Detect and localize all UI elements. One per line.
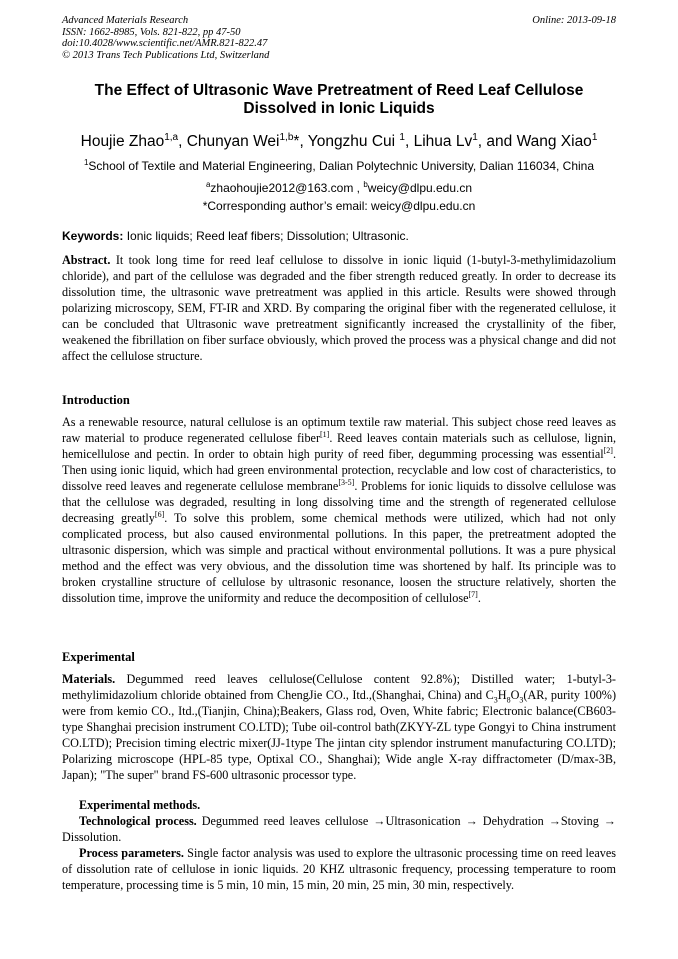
email-b[interactable]: weicy@dlpu.edu.cn [367,181,473,195]
intro-text: . [477,591,481,605]
author-name: Chunyan Wei [186,133,280,151]
author-name: Wang Xiao [516,133,592,151]
intro-text: . To solve this problem, some chemical methods were utilized, which had not only complicated process, but also caused environmental pollutions. In this paper, the pretreatment adopted the ultrasonic dispersion, which was simple and practical without environmental pollutions. It was a pure physical method and the effect was very obvious, and the dissolution time was shortened by half. Its principle was to broken crystalline structure of cellulose by ultrasonic resonance, loosen the structure relatively, shorten the dissolution time, improve the uniformity and reduce the decomposition of cellulose [62,511,616,605]
author-separator: *, [293,133,308,151]
params-text: Single factor analysis was used to explore the ultrasonic processing time on reed leaves of dissolution rate of cellulose in ionic liquids. 20 KHZ ultrasonic frequency, processing temperature to room temperature, processing time is 5 min, 10 min, 15 min, 20 min, 25 min, 30 min, respectively. [62,846,616,892]
copyright-line: © 2013 Trans Tech Publications Ltd, Switzerland [62,49,270,61]
intro-text: . Then using ionic liquid, which had green environmental protection, recyclable and low cost of characteristics, to dissolve reed leaves and regenerate cellulose membrane [62,447,616,493]
affiliation-text: School of Textile and Material Engineering, Dalian Polytechnic University, Dalian 116034, China [88,159,595,173]
params-label: Process parameters. [79,846,184,860]
issn-line: ISSN: 1662-8985, Vols. 821-822, pp 47-50 [62,26,241,38]
tech-text: Degummed reed leaves cellulose →Ultrasonication → Dehydration →Stoving → Dissolution. [62,814,616,844]
formula-subscript: 8 [506,695,511,705]
email-sup-b: b [363,180,368,189]
keywords [62,228,616,244]
intro-text: . Reed leaves contain materials such as cellulose, lignin, hemicellulose and pectin. In order to obtain high purity of reed fiber, degumming processing was essential [62,431,616,461]
author-affil-sup: 1 [591,132,598,143]
materials-paragraph [62,671,616,783]
author-affil-sup: 1 [399,132,405,143]
keywords-label: Keywords: [62,229,124,243]
journal-header [62,15,616,61]
paper-title: The Effect of Ultrasonic Wave Pretreatment of Reed Leaf Cellulose Dissolved in Ionic Liquids [94,82,584,117]
author-affil-sup: 1,a [164,132,179,143]
email-sup-a: a [205,180,211,189]
citation-ref[interactable]: [1] [320,429,330,439]
doi-line: doi:10.4028/www.scientific.net/AMR.821-822.47 [62,38,268,49]
materials-text: Degummed reed leaves cellulose(Cellulose content 92.8%); Distilled water; 1-butyl-3-methylimidazolium chloride obtained from ChengJie CO., Itd.,(Shanghai, China) and C [62,672,616,702]
keywords-text: Ionic liquids; Reed leaf fibers; Dissolution; Ultrasonic. [123,229,409,243]
materials-text: O [510,688,520,702]
abstract-text: It took long time for reed leaf cellulose to dissolve in ionic liquid (1-butyl-3-methylimidazolium chloride), and part of the cellulose was degraded and the fiber strength reduced greatly. In order to decrease its dissolution time, the ultrasonic wave pretreatment was applied in this article. Results were showed through polarizing microscopy, SEM, FT-IR and XRD. By comparing the original fiber with the regenerated cellulose, it can be concluded that Ultrasonic wave pretreatment significantly increased the crystallinity of the fiber, weakened the fibrillation on fiber surface obviously, which proved the process was a physical change and did not affect the cellulose structure. [62,253,616,363]
methods-label: Experimental methods. [79,798,201,812]
methods-heading [62,797,616,813]
author-separator: , [404,133,414,151]
materials-text: H [497,688,507,702]
author-list [30,128,648,152]
author-separator: , and [477,133,517,151]
section-heading-experimental: Experimental [62,650,135,664]
process-parameters [62,845,616,893]
introduction-body [62,414,616,606]
author-name: Houjie Zhao [80,133,165,151]
journal-name: Advanced Materials Research [62,15,189,26]
formula-subscript: 3 [493,695,498,705]
citation-ref[interactable]: [7] [468,589,478,599]
citation-ref[interactable]: [2] [603,445,613,455]
abstract [62,252,616,364]
materials-label: Materials. [62,672,116,686]
intro-text: . Problems for ionic liquids to dissolve cellulose was that the cellulose was degraded, resulting in long dissolving time and the strength of regenerated cellulose decreasing greatly [62,479,616,525]
corresponding-author: *Corresponding author’s email: weicy@dlpu.edu.cn [202,199,476,213]
affiliation [30,155,648,174]
author-name: Lihua Lv [413,133,473,151]
author-affil-sup: 1,b [279,132,294,143]
online-date: Online: 2013-09-18 [532,15,616,26]
author-separator: , [178,133,187,151]
formula-subscript: 3 [519,695,524,705]
materials-text: (AR, purity 100%) were from kemio CO., Itd.,(Tianjin, China);Beakers, Glass rod, Oven, White fabric; Electronic balance(CB603-type Shanghai precision instrument CO.LTD); Tube oil-control bath(ZKYY-ZL type Gongyi to China instrument CO.LTD); Precision timing electric mixer(JJ-1type The jintan city splendor instrument manufacturing CO.LTD); Polarizing microscope (HPL-85 type, Optixal CO., Shanghai); Wide angle X-ray diffractometer (D/max-3B, Japan); "The super" brand FS-600 ultrasonic processor type. [62,688,616,782]
email-a[interactable]: zhaohoujie2012@163.com , [210,181,364,195]
author-emails [30,177,648,196]
abstract-label: Abstract. [62,253,111,267]
technological-process [62,813,616,845]
methods-block [62,797,616,893]
author-name: Yongzhu Cui [307,133,400,151]
citation-ref[interactable]: [3-5] [338,477,355,487]
section-heading-introduction: Introduction [62,393,130,407]
citation-ref[interactable]: [6] [154,509,165,519]
author-affil-sup: 1 [472,132,478,143]
intro-text: As a renewable resource, natural cellulose is an optimum textile raw material. This subject chose reed leaves as raw material to produce regenerated cellulose fiber [62,415,616,445]
tech-label: Technological process. [79,814,197,828]
affiliation-sup: 1 [83,158,89,167]
